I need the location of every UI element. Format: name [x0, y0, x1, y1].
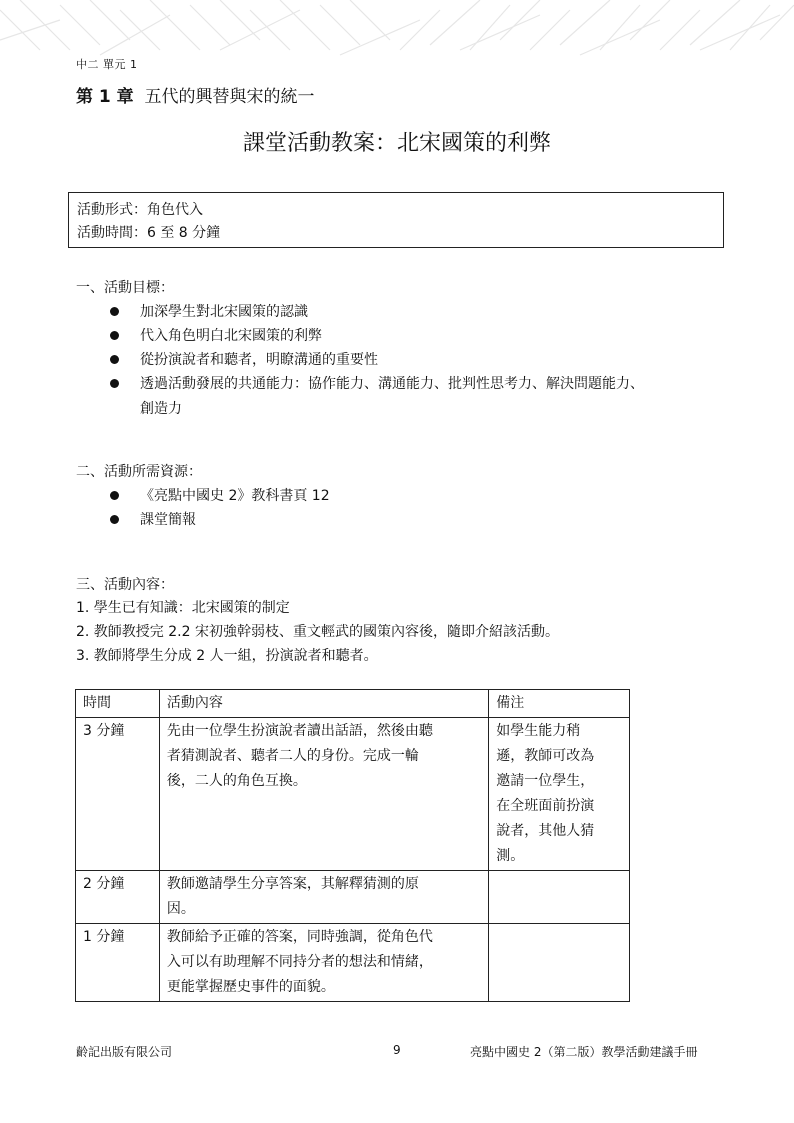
cell-line: 說者，其他人猜: [496, 823, 595, 839]
table-cell-time: 1 分鐘: [76, 924, 160, 1002]
table-header: 時間: [76, 690, 160, 718]
cell-line: 更能掌握歷史事件的面貌。: [166, 979, 335, 995]
table-cell-time: 2 分鐘: [76, 871, 160, 924]
table-row: [76, 924, 630, 1002]
cell-line: 如學生能力稍: [496, 723, 581, 739]
bullet-icon: [110, 331, 119, 340]
cell-line: 在全班面前扮演: [496, 798, 595, 814]
bullet-icon: [110, 307, 119, 316]
list-item: 從扮演說者和聽者，明瞭溝通的重要性: [140, 352, 378, 368]
activity-table: [75, 689, 630, 1002]
grade-unit-label: 中二 單元 1: [76, 58, 138, 71]
table-cell-note: [489, 718, 630, 871]
page-title: 課堂活動教案：北宋國策的利弊: [242, 131, 551, 156]
cell-line: 邀請一位學生，: [496, 773, 595, 789]
table-header: 備注: [489, 690, 630, 718]
footer-page-number: 9: [393, 1043, 401, 1057]
cell-line: 後，二人的角色互換。: [166, 773, 307, 789]
activity-form: 活動形式：角色代入: [77, 202, 203, 218]
table-cell-note: [489, 871, 630, 924]
table-cell-content: [159, 924, 488, 1002]
section2-heading: 二、活動所需資源：: [76, 464, 202, 480]
chapter-heading: [76, 82, 314, 107]
list-item: 《亮點中國史 2》教科書頁 12: [140, 488, 330, 504]
bullet-icon: [110, 355, 119, 364]
cell-line: 入可以有助理解不同持分者的想法和情緒，: [166, 954, 433, 970]
list-item: 透過活動發展的共通能力：協作能力、溝通能力、批判性思考力、解決問題能力、: [140, 376, 644, 392]
table-header-row: [76, 690, 630, 718]
bullet-icon: [110, 491, 119, 500]
activity-info-box: [68, 192, 724, 248]
list-item: 課堂簡報: [140, 512, 196, 528]
footer-book-title: 亮點中國史 2（第二版）教學活動建議手冊: [470, 1045, 698, 1059]
cell-line: 遜，教師可改為: [496, 748, 595, 764]
activity-time: 活動時間：6 至 8 分鐘: [77, 225, 221, 241]
table-header: 活動內容: [159, 690, 488, 718]
header-pattern: [0, 0, 794, 60]
cell-line: 教師給予正確的答案，同時強調，從角色代: [166, 929, 433, 945]
list-item-continued: 創造力: [140, 401, 182, 417]
bullet-icon: [110, 379, 119, 388]
table-cell-content: [159, 718, 488, 871]
table-cell-note: [489, 924, 630, 1002]
table-cell-content: [159, 871, 488, 924]
step-item: 3. 教師將學生分成 2 人一組，扮演說者和聽者。: [76, 648, 378, 664]
cell-line: 因。: [166, 901, 195, 917]
step-item: 2. 教師教授完 2.2 宋初強幹弱枝、重文輕武的國策內容後，隨即介紹該活動。: [76, 624, 559, 640]
table-row: [76, 871, 630, 924]
cell-line: 者猜測說者、聽者二人的身份。完成一輪: [166, 748, 419, 764]
list-item: 加深學生對北宋國策的認識: [140, 304, 308, 320]
chapter-title: 五代的興替與宋的統一: [144, 87, 315, 107]
footer-publisher: 齡記出版有限公司: [76, 1045, 173, 1059]
chapter-number: 第 1 章: [76, 87, 134, 107]
section1-heading: 一、活動目標：: [76, 280, 174, 296]
list-item: 代入角色明白北宋國策的利弊: [140, 328, 322, 344]
cell-line: 教師邀請學生分享答案，其解釋猜測的原: [166, 876, 419, 892]
table-cell-time: 3 分鐘: [76, 718, 160, 871]
step-item: 1. 學生已有知識：北宋國策的制定: [76, 600, 290, 616]
bullet-icon: [110, 515, 119, 524]
section3-heading: 三、活動內容：: [76, 577, 174, 593]
cell-line: 測。: [496, 848, 525, 864]
table-row: [76, 718, 630, 871]
cell-line: 先由一位學生扮演說者讀出話語，然後由聽: [166, 723, 433, 739]
